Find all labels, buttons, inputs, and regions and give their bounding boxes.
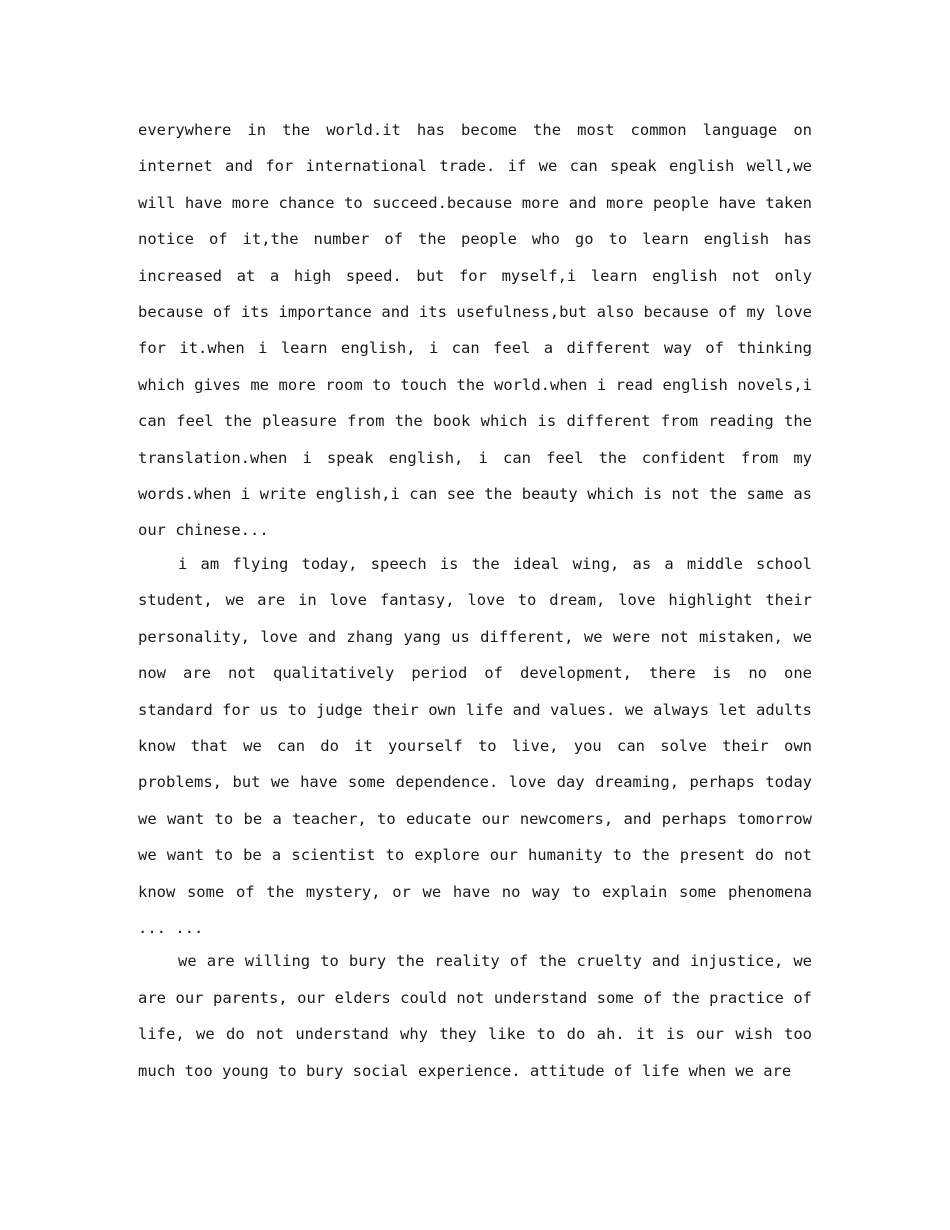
- paragraph-1: everywhere in the world.it has become the most common language on internet and for international trade. if we can speak english well,we will have more chance to succeed.because more and more people have taken notice of it,the number of the people who go to learn english has increased at a high speed. but for myself,i learn english not only because of its importance and its usefulness,but also because of my love for it.when i learn english, i can feel a different way of thinking which gives me more room to touch the world.when i read english novels,i can feel the pleasure from the book which is different from reading the translation.when i speak english, i can feel the confident from my words.when i write english,i can see the beauty which is not the same as our chinese...: [138, 121, 812, 540]
- paragraph-2: i am flying today, speech is the ideal wing, as a middle school student, we are in love fantasy, love to dream, love highlight their personality, love and zhang yang us different, we were not mistaken, we now are not qualitatively period of development, there is no one standard for us to judge their own life and values. we always let adults know that we can do it yourself to live, you can solve their own problems, but we have some dependence. love day dreaming, perhaps today we want to be a teacher, to educate our newcomers, and perhaps tomorrow we want to be a scientist to explore our humanity to the present do not know some of the mystery, or we have no way to explain some phenomena ... ...: [138, 554, 812, 937]
- paragraph-3: we are willing to bury the reality of the cruelty and injustice, we are our parents, our elders could not understand some of the practice of life, we do not understand why they like to do ah. it is our wish too much too young to bury social experience. attitude of life when we are: [138, 952, 812, 1080]
- document-body: [138, 112, 812, 1089]
